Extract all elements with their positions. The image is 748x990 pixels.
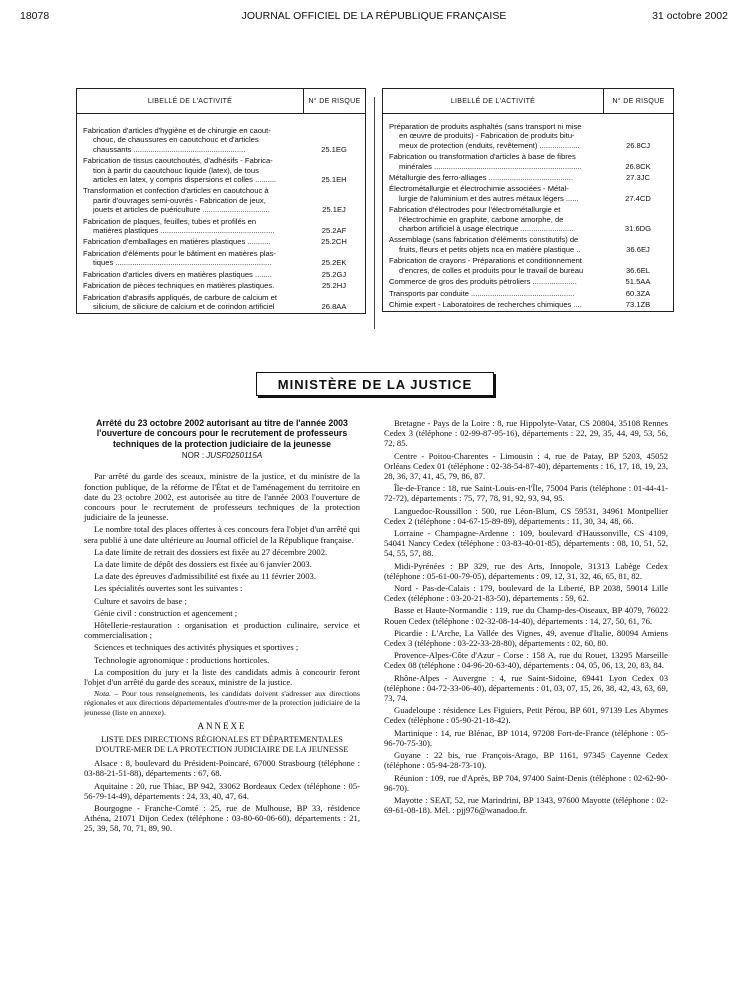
activity-label-line: tion à partir du caoutchouc liquide (latex), de tous [93,165,259,175]
table-row [77,156,365,184]
direction-entry: Mayotte : SEAT, 52, rue Marindrini, BP 1343, 97600 Mayotte (téléphone : 02-69-61-08-18). Mél. : pjj976@wanadoo.fr. [384,794,668,816]
table-body [77,114,365,311]
table-header [77,88,365,114]
column-header-risk: N° DE RISQUE [612,97,665,105]
decree-paragraph: Culture et savoirs de base ; [94,595,187,606]
decree-paragraph: Sciences et techniques des activités physiques et sportives ; [94,642,299,653]
activity-label [77,293,303,312]
risk-code: 36.6EJ [626,244,650,254]
direction-entry: Centre - Poitou-Charentes - Limousin : 4, rue de Patay, BP 5203, 45052 Orléans Cedex 01 (téléphone : 02-38-54-87-40), départements : 16, 17, 18, 19, 23, 28, 36, 37, 41, 45, 79, 86, 87. [384,450,668,482]
decree-paragraph: La date des épreuves d'admissibilité est fixée au 11 février 2003. [94,571,316,582]
activity-label [383,152,603,171]
table-row [77,281,365,290]
decree-paragraph: Le nombre total des places offertes à ces concours fera l'objet d'un arrêté qui sera publié à une date ultérieure au Journal officiel de la République française. [84,524,360,545]
table-row [77,217,365,236]
table-row [77,237,365,246]
risk-code: 25.2AF [321,226,347,236]
nota-label: Nota. [94,689,112,699]
table-row [383,289,673,298]
activity-label-line: Fabrication d'emballages en matières plastiques ........... [83,237,271,247]
activity-label [383,256,603,275]
decree-paragraph: La composition du jury et la liste des candidats admis à concourir feront l'objet d'un arrêté du garde des sceaux, ministre de la justice. [84,666,360,688]
ministry-heading: MINISTÈRE DE LA JUSTICE [256,372,494,396]
activity-label-line: Fabrication d'articles divers en matières plastiques ........ [83,269,272,279]
column-header-activity: LIBELLÉ DE L'ACTIVITÉ [77,89,304,113]
activity-label-line: l'électrochimie en graphite, carbone amorphe, de [399,214,564,224]
risk-code: 25.2GJ [321,269,347,279]
risk-code: 27.4CD [625,193,651,203]
table-row [77,186,365,214]
table-row [383,122,673,150]
risk-code: 73.1ZB [625,299,651,309]
page-header [20,10,728,26]
activity-label-line: en œuvre de produits) - Fabrication de produits bitu- [399,131,575,141]
direction-entry: Provence-Alpes-Côte d'Azur - Corse : 158 A, rue du Rouet, 13295 Marseille Cedex 08 (téléphone : 04-96-20-63-40), départements : 04, 05, 06, 13, 20, 83, 84. [384,650,668,671]
left-activity-table [76,88,366,314]
risk-code: 25.1EJ [322,205,346,215]
column-header-activity: LIBELLÉ DE L'ACTIVITÉ [383,89,604,113]
table-row [383,205,673,233]
decree-paragraph: La date limite de dépôt des dossiers est fixée au 6 janvier 2003. [94,559,312,570]
activity-label-line: Transformation et confection d'articles en caoutchouc à [83,186,269,196]
activity-label-line: Fabrication de plaques, feuilles, tubes et profilés en [83,216,257,226]
decree-paragraph: Par arrêté du garde des sceaux, ministre de la justice, et du ministre de la fonction publique, de la réforme de l'État et de l'aménagement du territoire en date du 23 octobre 2002, est autorisée au titre de l'année 2003 l'ouverture de concours pour le recrutement de professeurs techniques de la protection judiciaire de la jeunesse. [84,471,360,523]
risk-code: 25.2HJ [321,281,347,291]
directions-list-left [84,758,360,833]
activity-label [77,186,303,214]
activity-label [77,270,303,279]
activity-label [383,300,603,309]
table-row [383,152,673,171]
column-header-risk: N° DE RISQUE [308,97,361,105]
nor-reference [84,451,360,461]
activity-label-line: jouets et articles de puériculture ................................ [93,205,270,215]
activity-label-line: Préparation de produits asphaltés (sans transport ni mise [389,122,582,131]
activity-label-line: articles en latex, y compris dispersions et colles .......... [93,175,277,185]
activity-label-line: Fabrication d'articles d'hygiène et de chirurgie en caout- [83,126,271,135]
direction-entry: Guyane : 22 bis, rue François-Arago, BP 1161, 97345 Cayenne Cedex (téléphone : 05-94-28-73-10). [384,750,668,771]
nor-label: NOR : [181,451,207,461]
activity-label-line: chaussants ..................................................... [93,144,246,154]
activity-label [383,205,603,233]
table-row [77,270,365,279]
activity-label-line: Assemblage (sans fabrication d'éléments constitutifs) de [389,235,579,245]
activity-label-line: partir d'ouvrages semi-ouvrés - Fabrication de jeux, [93,195,266,205]
decree-paragraph: Génie civil : construction et agencement ; [94,607,238,618]
activity-label [77,126,303,154]
decree-title: Arrêté du 23 octobre 2002 autorisant au titre de l'année 2003 l'ouverture de concours pour le recrutement de professeurs techniques de la protection judiciaire de la jeunesse [96,418,348,449]
risk-code: 31.6DG [624,224,652,234]
table-row [77,293,365,312]
table-header [383,88,673,114]
direction-entry: Midi-Pyrénées : BP 329, rue des Arts, Innopole, 31313 Labège Cedex (téléphone : 05-61-00-79-05), départements : 09, 12, 31, 32, 46, 65, 81, 82. [384,560,668,581]
activity-label [383,122,603,150]
activity-label-line: tiques .......................................................................... [93,258,272,268]
direction-entry: Bretagne - Pays de la Loire : 8, rue Hippolyte-Vatar, CS 20804, 35108 Rennes Cedex 3 (téléphone : 02-99-87-95-16), départements : 22, 29, 35, 44, 49, 53, 56, 72, 85. [384,418,668,449]
table-row [383,173,673,182]
risk-code: 27.3JC [625,173,651,183]
left-text-column [84,418,360,836]
table-row [77,126,365,154]
direction-entry: Rhône-Alpes - Auvergne : 4, rue Saint-Sidoine, 69441 Lyon Cedex 03 (téléphone : 04-72-33-06-40), départements : 01, 03, 07, 15, 26, 38, 42, 43, 63, 69, 73, 74. [384,672,668,704]
risk-code: 51.5AA [625,277,651,287]
page-number: 18078 [20,10,50,22]
risk-code: 26.8CJ [625,140,651,150]
direction-entry: Martinique : 14, rue Blénac, BP 1014, 97208 Fort-de-France (téléphone : 05-96-70-75-30). [384,727,668,748]
activity-label [383,277,603,286]
activity-label-line: silicium, de siliciure de calcium et de corindon artificiel [93,301,275,311]
right-activity-table [382,88,674,312]
direction-entry: Guadeloupe : résidence Les Figuiers, Petit Pérou, BP 601, 97139 Les Abymes Cedex (téléphone : 05-90-21-18-42). [384,705,668,726]
nota-text: – Pour tous renseignements, les candidats doivent s'adresser aux directions régionales et aux directions départementales d'outre-mer de la protection judiciaire de la jeunesse (liste en annexe). [84,689,360,717]
nor-code: JUSF0250115A [206,451,263,461]
activity-label-line: Fabrication de pièces techniques en matières plastiques. [83,281,275,291]
activity-label-line: Fabrication d'éléments pour le bâtiment en matières plas- [83,248,277,258]
right-text-column [384,418,668,817]
decree-paragraph: Technologie agronomique : productions horticoles. [94,654,270,665]
decree-paragraph: Hôtellerie-restauration : organisation et production culinaire, service et commercialisation ; [84,620,360,641]
direction-entry: Languedoc-Roussillon : 500, rue Léon-Blum, CS 59531, 34961 Montpellier Cedex 2 (téléphone : 04-67-15-89-89), départements : 11, 30, 34, 48, 66. [384,505,668,526]
activity-label [77,249,303,268]
directions-list-right [384,418,668,815]
activity-label-line: charbon artificiel à usage électrique ......................... [399,224,574,234]
issue-date: 31 octobre 2002 [652,10,728,22]
activity-label-line: Fabrication ou transformation d'articles à base de fibres [389,152,576,162]
risk-code: 25.1EG [321,144,347,154]
direction-entry: Alsace : 8, boulevard du Président-Poincaré, 67000 Strasbourg (téléphone : 03-88-21-51-88), départements : 67, 68. [84,758,360,779]
direction-entry: Lorraine - Champagne-Ardenne : 109, boulevard d'Haussonville, CS 4109, 54041 Nancy Cedex (téléphone : 03-83-40-01-85), départements : 08, 10, 51, 52, 54, 55, 57, 88. [384,528,668,559]
activity-label [77,237,303,246]
activity-label-line: Fabrication de crayons - Préparations et conditionnement [389,256,582,266]
journal-title: JOURNAL OFFICIEL DE LA RÉPUBLIQUE FRANÇAISE [241,10,507,22]
activity-label-line: Électrométallurgie et électrochimie associées - Métal- [389,184,569,194]
activity-label-line: minérales ...................................................................... [399,161,582,171]
risk-code: 60.3ZA [625,288,651,298]
activity-label-line: lurgie de l'aluminium et des autres métaux légers ...... [399,193,579,203]
table-row [383,184,673,203]
activity-label-line: d'encres, de colles et produits pour le travail de bureau [399,265,584,275]
activity-label [383,289,603,298]
activity-label-line: fruits, fleurs et petits objets nca en matière plastique .. [399,244,581,254]
activity-label-line: Fabrication de tissus caoutchoutés, d'adhésifs - Fabrica- [83,156,273,166]
activity-label [383,173,603,182]
activity-label [77,281,303,290]
table-body [383,114,673,309]
direction-entry: Nord - Pas-de-Calais : 179, boulevard de la Liberté, BP 2038, 59014 Lille Cedex (téléphone : 03-20-21-83-50), départements : 59, 62. [384,583,668,604]
annexe-heading: ANNEXE [197,720,247,731]
activity-label [77,156,303,184]
activity-label [77,217,303,236]
direction-entry: Île-de-France : 18, rue Saint-Louis-en-l'Île, 75004 Paris (téléphone : 01-44-41-72-72), départements : 75, 77, 78, 91, 92, 93, 94, 95. [384,483,668,504]
direction-entry: Basse et Haute-Normandie : 119, rue du Champ-des-Oiseaux, BP 4079, 76022 Rouen Cedex (téléphone : 02-32-08-14-40), départements : 14, 27, 50, 61, 76. [384,605,668,626]
activity-label [383,235,603,254]
decree-paragraph: Les spécialités ouvertes sont les suivantes : [94,583,243,594]
risk-code: 25.2CH [321,237,347,247]
activity-label [383,184,603,203]
activity-label-line: Transports par conduite ................................................. [389,288,575,298]
activity-label-line: Chimie expert - Laboratoires de recherches chimiques .... [389,299,582,309]
risk-code: 25.1EH [321,175,347,185]
directions-list-title: LISTE DES DIRECTIONS RÉGIONALES ET DÉPARTEMENTALES D'OUTRE-MER DE LA PROTECTION JUDICIAIRE DE LA JEUNESSE [95,735,349,755]
activity-label-line: chouc, de chaussures en caoutchouc et d'articles [93,135,259,145]
risk-code: 36.6EL [625,265,651,275]
activity-label-line: Fabrication d'abrasifs appliqués, de carbure de calcium et [83,292,277,302]
activity-label-line: Métallurgie des ferro-alliages ........................................ [389,173,574,183]
risk-code: 25.2EK [321,258,347,268]
column-divider [374,97,375,329]
table-row [383,277,673,286]
table-row [383,300,673,309]
table-row [383,256,673,275]
risk-code: 26.8AA [321,301,347,311]
direction-entry: Picardie : L'Arche, La Vallée des Vignes, 49, avenue d'Italie, 80094 Amiens Cedex 3 (téléphone : 03-22-33-28-80), départements : 02, 60, 80. [384,627,668,649]
direction-entry: Réunion : 109, rue d'Après, BP 704, 97400 Saint-Denis (téléphone : 02-62-90-96-70). [384,772,668,793]
risk-code: 26.8CK [625,161,651,171]
activity-label-line: Fabrication d'électrodes pour l'électrométallurgie et [389,205,561,215]
table-row [383,235,673,254]
direction-entry: Bourgogne - Franche-Comté : 25, rue de Mulhouse, BP 33, résidence Athéna, 21071 Dijon Cedex (téléphone : 03-80-60-06-60), départements : 21, 25, 39, 58, 70, 71, 89, 90. [84,802,360,834]
activity-label-line: meux de protection (enduits, revêtement) ................... [399,140,580,150]
activity-label-line: Commerce de gros des produits pétroliers ..................... [389,277,577,287]
direction-entry: Aquitaine : 20, rue Thiac, BP 942, 33062 Bordeaux Cedex (téléphone : 05-56-79-14-49), départements : 24, 33, 40, 47, 64. [84,780,360,801]
decree-body [84,471,360,687]
table-row [77,249,365,268]
activity-label-line: matières plastiques ...................................................... [93,226,275,236]
decree-paragraph: La date limite de retrait des dossiers est fixée au 27 décembre 2002. [94,546,328,557]
nota [84,689,360,717]
